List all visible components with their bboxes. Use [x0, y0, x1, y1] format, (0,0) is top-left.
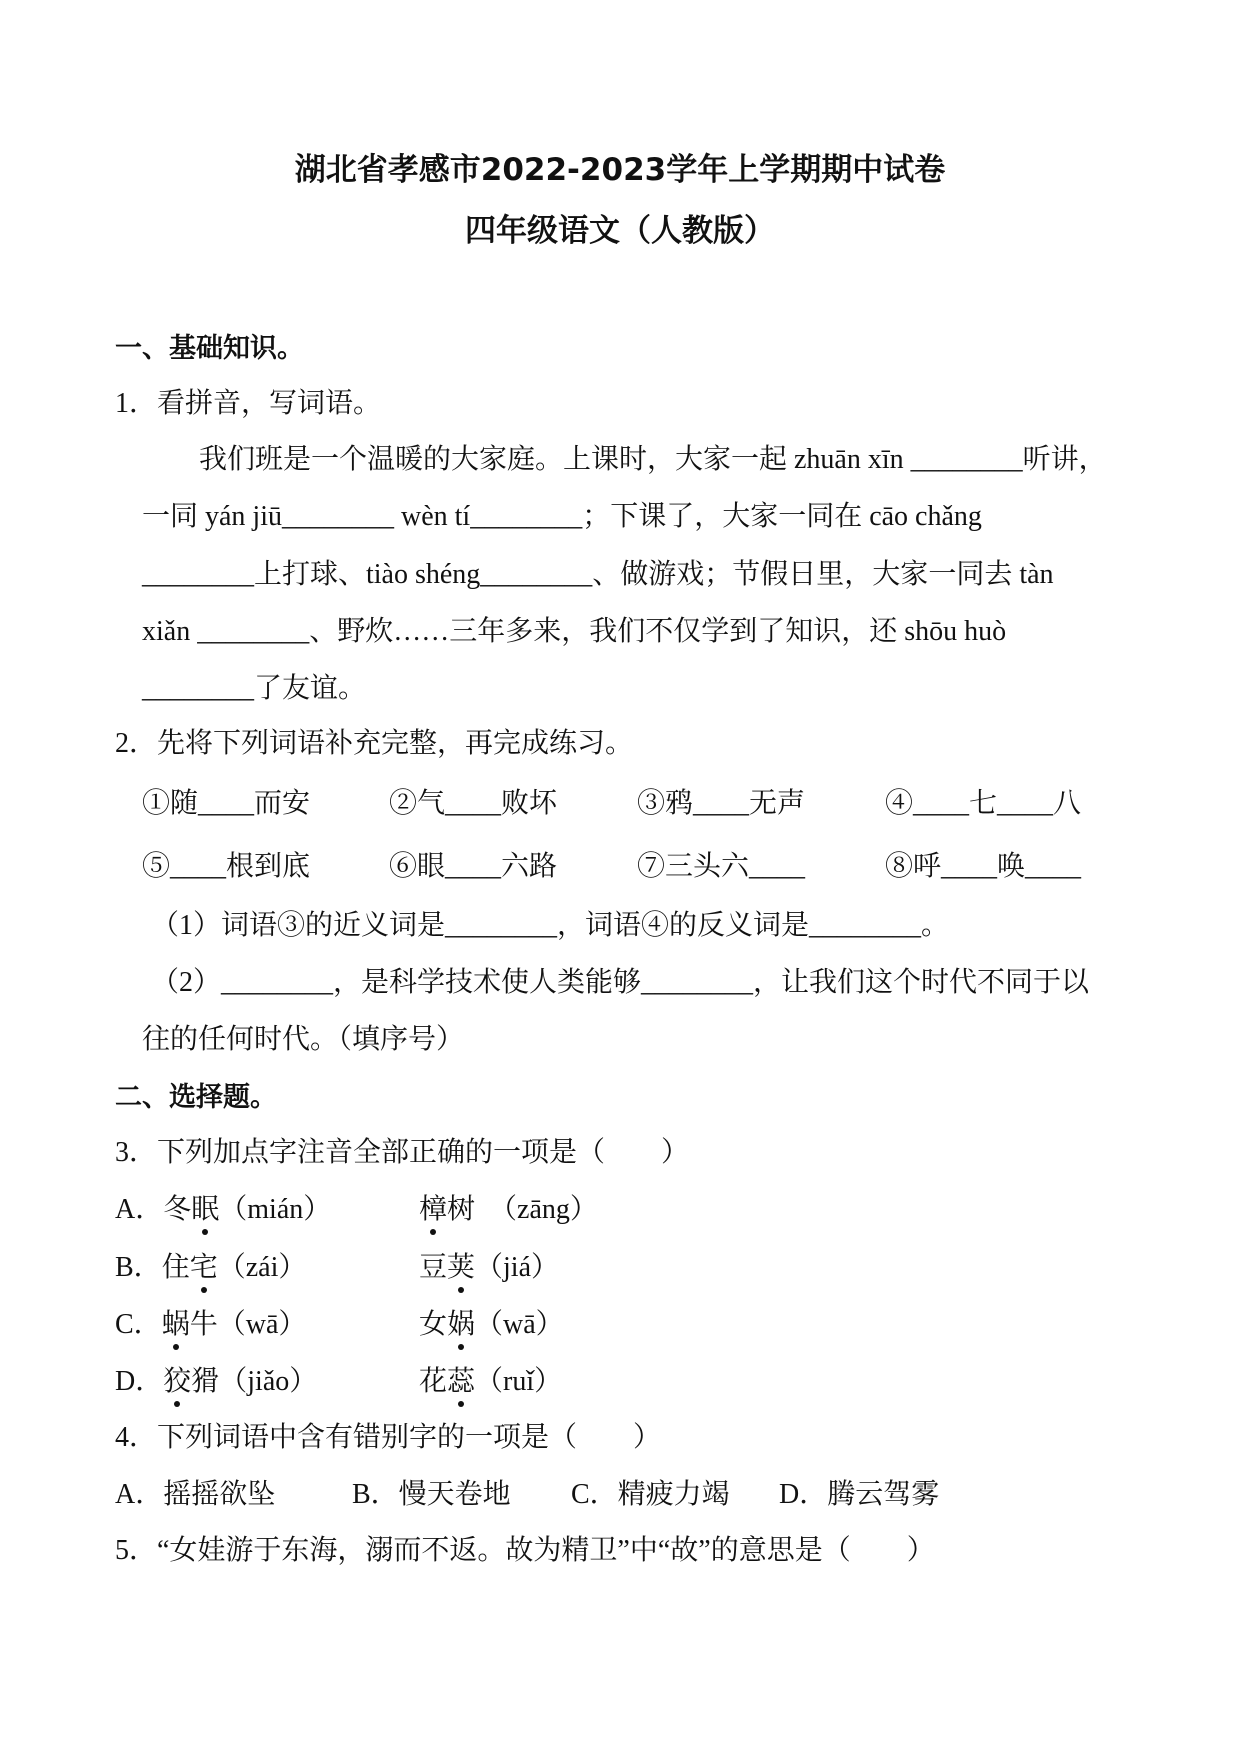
question-3-option-a-word-2 — [419, 1190, 598, 1230]
question-1-passage-line-4: xiǎn ________、野炊……三年多来，我们不仅学到了知识，还 shōu huò — [142, 616, 1007, 647]
question-5-stem: 5．“女娃游于东海，溺而不返。故为精卫”中“故”的意思是（ ） — [115, 1535, 935, 1566]
question-3-option-c — [115, 1305, 306, 1345]
pinyin: （zái） — [217, 1252, 307, 1283]
word-char: 树 — [447, 1194, 476, 1225]
exam-subtitle: 四年级语文（人教版） — [465, 213, 775, 249]
option-label: C． — [115, 1309, 162, 1340]
word-char: 牛 — [189, 1309, 218, 1340]
dotted-char: 眠 — [191, 1190, 219, 1230]
idiom-item-6: ⑥眼____六路 — [389, 851, 558, 882]
pinyin: （ruǐ） — [475, 1366, 563, 1397]
idiom-item-2: ②气____败坏 — [389, 788, 558, 819]
dotted-char: 娲 — [447, 1305, 475, 1345]
question-4-option-a: A．摇摇欲坠 — [115, 1479, 276, 1510]
pinyin: （jiá） — [475, 1252, 560, 1283]
question-3-option-c-word-2 — [419, 1305, 564, 1345]
question-2-stem: 2．先将下列词语补充完整，再完成练习。 — [115, 728, 634, 759]
idiom-item-3: ③鸦____无声 — [637, 788, 806, 819]
word-char: 女 — [419, 1309, 448, 1340]
option-label: D． — [115, 1366, 164, 1397]
idiom-item-8: ⑧呼____唤____ — [885, 851, 1082, 882]
word-char: 住 — [161, 1252, 190, 1283]
dotted-char: 荚 — [447, 1248, 475, 1288]
question-1-passage-line-1: 我们班是一个温暖的大家庭。上课时，大家一起 zhuān xīn ________听讲， — [199, 444, 1107, 475]
option-label: A． — [115, 1194, 164, 1225]
dotted-char: 蕊 — [447, 1362, 475, 1402]
question-4-stem: 4．下列词语中含有错别字的一项是（ ） — [115, 1422, 662, 1453]
question-2-sub-2-line-1: （2）________，是科学技术使人类能够________，让我们这个时代不同于以 — [151, 967, 1090, 998]
dotted-char: 蜗 — [162, 1305, 190, 1345]
question-1-passage-line-3: ________上打球、tiào shéng________、做游戏；节假日里，大家一同去 tàn — [142, 559, 1054, 590]
section-heading-basics: 一、基础知识。 — [115, 333, 304, 364]
question-3-option-a — [115, 1190, 331, 1230]
word-char: 冬 — [163, 1194, 192, 1225]
idiom-item-7: ⑦三头六____ — [637, 851, 806, 882]
question-3-option-b-word-2 — [419, 1248, 559, 1288]
dotted-char: 狡 — [163, 1362, 191, 1402]
question-4-option-d: D．腾云驾雾 — [779, 1479, 940, 1510]
question-2-sub-2-line-2: 往的任何时代。（填序号） — [142, 1024, 465, 1055]
pinyin: （zāng） — [489, 1194, 598, 1225]
question-3-stem: 3．下列加点字注音全部正确的一项是（ ） — [115, 1137, 690, 1168]
question-3-option-d-word-2 — [419, 1362, 562, 1402]
exam-title: 湖北省孝感市2022-2023学年上学期期中试卷 — [294, 152, 946, 188]
question-1-passage-line-2: 一同 yán jiū________ wèn tí________；下课了，大家一同在 cāo chǎng — [142, 501, 982, 532]
word-char: 猾 — [191, 1366, 220, 1397]
question-3-option-d — [115, 1362, 317, 1402]
pinyin: （wā） — [217, 1309, 307, 1340]
section-heading-choice: 二、选择题。 — [115, 1082, 277, 1113]
idiom-item-1: ①随____而安 — [142, 788, 311, 819]
idiom-item-5: ⑤____根到底 — [142, 851, 311, 882]
dotted-char: 樟 — [419, 1190, 447, 1230]
question-1-stem: 1．看拼音，写词语。 — [115, 388, 382, 419]
question-2-sub-1: （1）词语③的近义词是________，词语④的反义词是________。 — [151, 910, 950, 941]
question-4-option-c: C．精疲力竭 — [571, 1479, 730, 1510]
question-4-option-b: B．慢天卷地 — [352, 1479, 511, 1510]
dotted-char: 宅 — [190, 1248, 218, 1288]
pinyin: （jiǎo） — [219, 1366, 318, 1397]
question-1-passage-line-5: ________了友谊。 — [142, 673, 367, 704]
idiom-item-4: ④____七____八 — [885, 788, 1082, 819]
word-char: 豆 — [419, 1252, 448, 1283]
option-label: B． — [115, 1252, 162, 1283]
pinyin: （mián） — [219, 1194, 332, 1225]
pinyin: （wā） — [475, 1309, 564, 1340]
question-3-option-b — [115, 1248, 306, 1288]
word-char: 花 — [419, 1366, 448, 1397]
